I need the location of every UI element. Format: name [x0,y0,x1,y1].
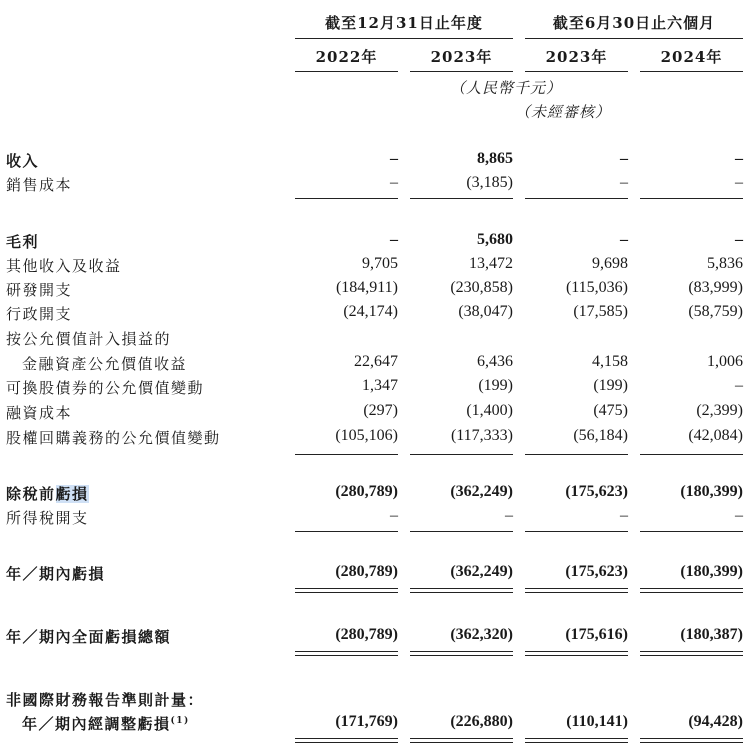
row-fvtpl-gain [0,353,750,375]
cell: (184,911) [335,279,398,296]
subtotal-rule [525,198,628,199]
cell: (42,084) [688,427,743,444]
row-label: 按公允價值計入損益的 [6,330,172,348]
cell: (58,759) [688,303,743,320]
total-double-rule [295,738,398,743]
cell: (2,399) [696,402,743,419]
subtotal-rule [410,454,513,455]
cell: (475) [593,402,628,419]
row-label: 年／期內全面虧損總額 [6,628,172,646]
cell: (280,789) [335,563,398,580]
row-adjusted-loss [0,713,750,735]
cell: (297) [363,402,398,419]
cell: – [620,231,628,248]
header-group-annual: 截至12月31日止年度 [325,14,483,32]
row-revenue [0,150,750,172]
year-rule-3 [640,71,743,72]
cell: (94,428) [688,713,743,730]
cell: – [735,174,743,191]
row-other-income [0,255,750,277]
total-double-rule [640,588,743,593]
cell: (105,106) [335,427,398,444]
row-cost-of-sales [0,174,750,196]
cell: 13,472 [469,255,513,272]
row-label: 其他收入及收益 [6,257,122,275]
row-label: 收入 [6,152,40,170]
cell: (175,623) [565,483,628,500]
row-loss-period [0,563,750,585]
subtotal-rule [295,198,398,199]
row-label: 金融資產公允價值收益 [22,355,188,373]
cell: (1,400) [466,402,513,419]
year-rule-1 [410,71,513,72]
row-label: 非國際財務報告準則計量： [6,691,205,709]
header-year-2024: 2024年 [660,48,723,66]
subtotal-rule [295,454,398,455]
cell: (226,880) [450,713,513,730]
row-label: 股權回購義務的公允價值變動 [6,429,221,447]
unit-note: （人民幣千元） [450,79,563,97]
cell: (362,249) [450,563,513,580]
row-label: 銷售成本 [6,176,73,194]
header-rule-annual [295,38,513,39]
row-label: 融資成本 [6,404,73,422]
row-fvtpl-title [0,328,750,350]
cell: 5,680 [477,231,513,248]
row-label-text: 年／期內經調整虧損 [22,715,171,733]
cell: (83,999) [688,279,743,296]
header-group-interim: 截至6月30日止六個月 [552,14,716,32]
row-label: 毛利 [6,233,40,251]
total-double-rule [410,588,513,593]
row-non-ifrs-title [0,689,750,711]
cell: (24,174) [343,303,398,320]
row-label [22,713,190,734]
cell: – [735,150,743,167]
cell: 8,865 [477,150,513,167]
row-convertible [0,377,750,399]
cell: (180,399) [680,563,743,580]
header-year-2022: 2022年 [315,48,378,66]
cell: (115,036) [565,279,628,296]
cell: – [390,174,398,191]
cell: (280,789) [335,626,398,643]
row-label: 所得稅開支 [6,509,89,527]
cell: – [620,174,628,191]
total-double-rule [295,588,398,593]
cell: (38,047) [458,303,513,320]
cell: (117,333) [450,427,513,444]
row-label: 行政開支 [6,305,73,323]
cell: 1,006 [707,353,743,370]
cell: – [620,150,628,167]
header-year-2023b: 2023年 [545,48,608,66]
total-double-rule [410,651,513,656]
total-double-rule [525,738,628,743]
cell: – [390,507,398,524]
cell: (199) [478,377,513,394]
total-double-rule [295,651,398,656]
subtotal-rule [410,198,513,199]
cell: (230,858) [450,279,513,296]
total-double-rule [525,588,628,593]
cell: 5,836 [707,255,743,272]
header-year-2023a: 2023年 [430,48,493,66]
cell: 9,698 [592,255,628,272]
cell: – [390,150,398,167]
cell: (180,387) [680,626,743,643]
total-double-rule [640,738,743,743]
row-label: 年／期內虧損 [6,565,106,583]
cell: (175,616) [565,626,628,643]
header-rule-interim [525,38,743,39]
highlighted-text: 虧損 [55,485,89,503]
total-double-rule [410,738,513,743]
row-gross-profit [0,231,750,253]
row-label: 研發開支 [6,281,73,299]
row-rnd [0,279,750,301]
cell: (199) [593,377,628,394]
cell: (280,789) [335,483,398,500]
cell: (180,399) [680,483,743,500]
row-income-tax [0,507,750,529]
row-admin [0,303,750,325]
cell: 4,158 [592,353,628,370]
cell: (362,320) [450,626,513,643]
row-loss-before-tax [0,483,750,505]
subtotal-rule [525,454,628,455]
cell: – [735,377,743,394]
row-label: 可換股債券的公允價值變動 [6,379,205,397]
cell: (110,141) [566,713,628,730]
total-double-rule [525,651,628,656]
row-finance-cost [0,402,750,424]
subtotal-rule [640,454,743,455]
year-rule-2 [525,71,628,72]
cell: – [735,231,743,248]
cell: (17,585) [573,303,628,320]
unaudited-note: （未經審核） [515,103,612,121]
cell: (171,769) [335,713,398,730]
row-label [6,483,89,504]
cell: (56,184) [573,427,628,444]
cell: (3,185) [466,174,513,191]
subtotal-rule [410,531,513,532]
year-rule-0 [295,71,398,72]
cell: (175,623) [565,563,628,580]
cell: 1,347 [362,377,398,394]
total-double-rule [640,651,743,656]
row-redemption [0,427,750,449]
cell: – [505,507,513,524]
cell: – [620,507,628,524]
row-label-part: 除稅前 [6,485,56,503]
subtotal-rule [640,198,743,199]
cell: 22,647 [354,353,398,370]
cell: 6,436 [477,353,513,370]
cell: 9,705 [362,255,398,272]
subtotal-rule [640,531,743,532]
cell: – [735,507,743,524]
row-total-comprehensive-loss [0,626,750,648]
subtotal-rule [525,531,628,532]
footnote-ref: (1) [170,716,190,726]
cell: (362,249) [450,483,513,500]
cell: – [390,231,398,248]
subtotal-rule [295,531,398,532]
